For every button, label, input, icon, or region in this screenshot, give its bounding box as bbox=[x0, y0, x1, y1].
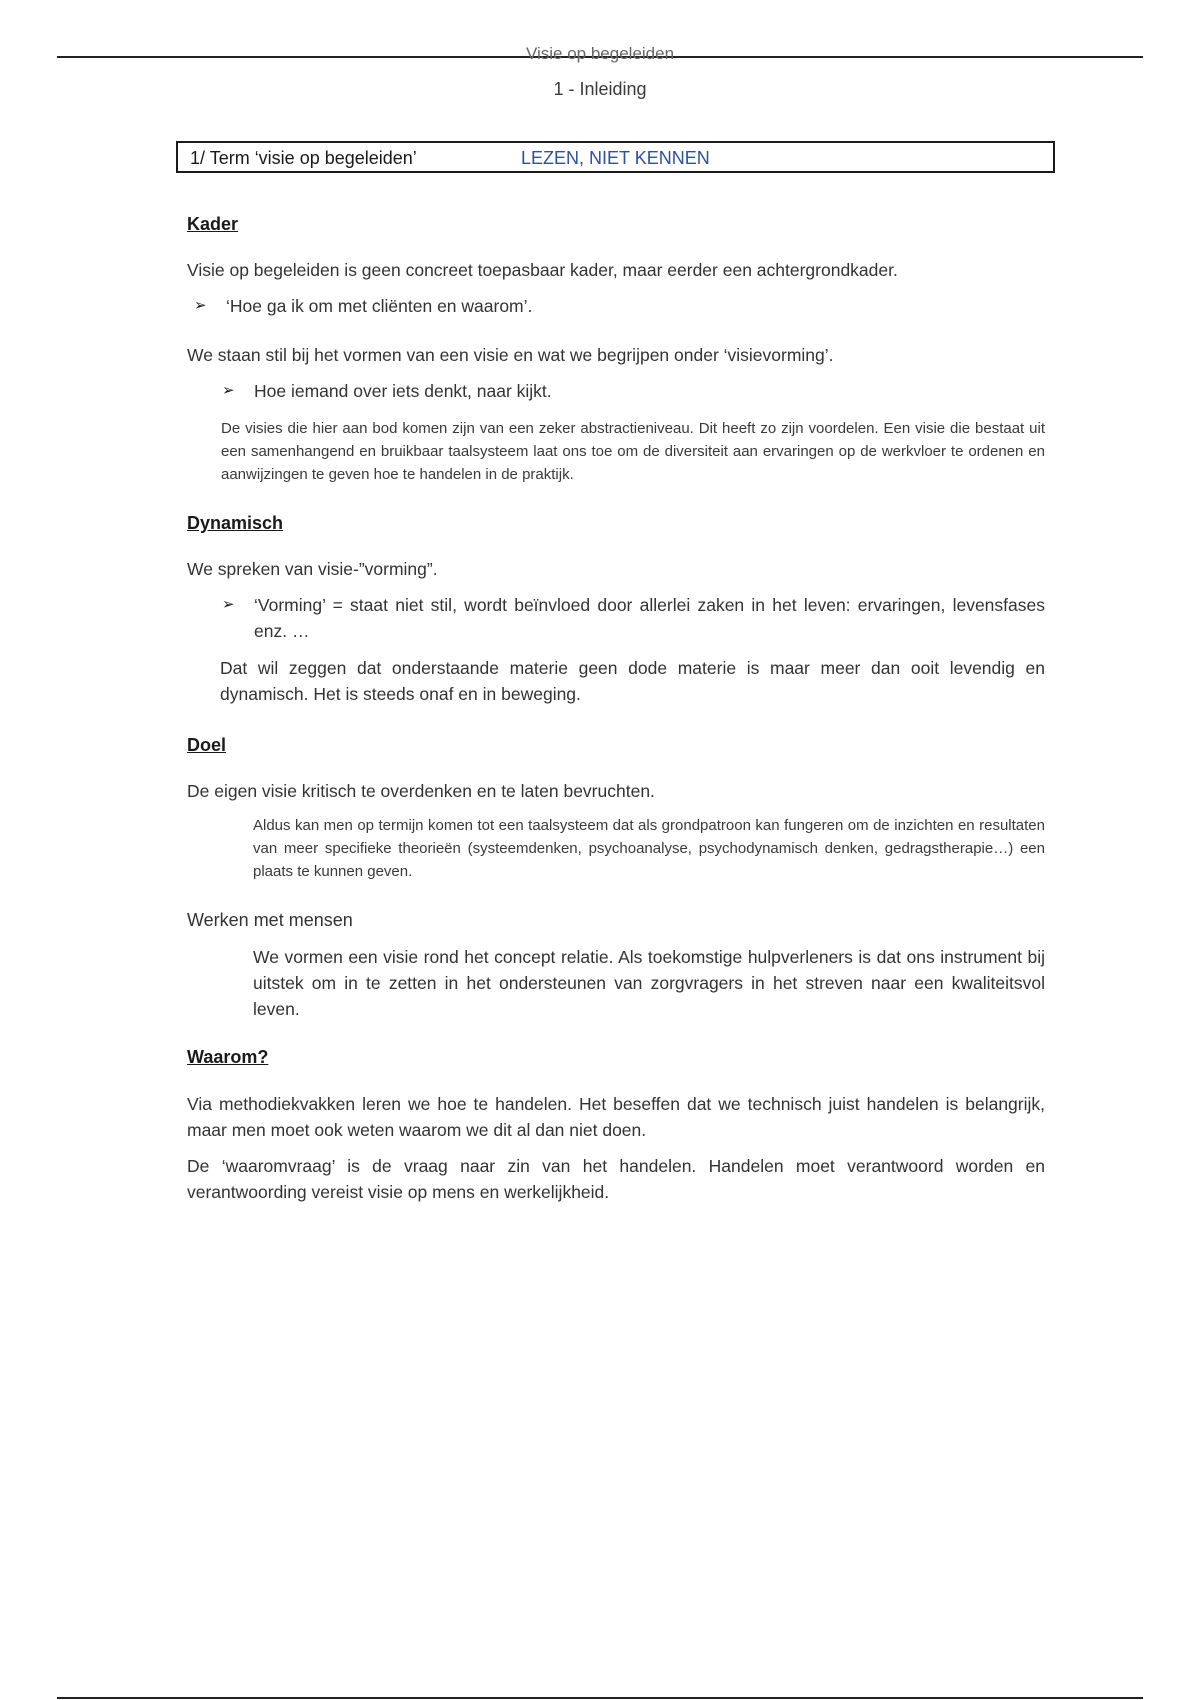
footer-rule bbox=[57, 1697, 1143, 1699]
doel-para: We vormen een visie rond het concept relatie. Als toekomstige hulpverleners is dat ons instrument bij uitstek om in te zetten in het ondersteunen van zorgvragers in het streven naar een kwaliteitsvol leven. bbox=[253, 947, 1045, 1019]
kader-intro: Visie op begeleiden is geen concreet toepasbaar kader, maar eerder een achtergrondkader. bbox=[187, 260, 898, 280]
kader-para: We staan stil bij het vormen van een visie en wat we begrijpen onder ‘visievorming’. bbox=[187, 345, 834, 365]
dynamisch-bullet bbox=[222, 592, 1045, 644]
section-title: 1/ Term ‘visie op begeleiden’ bbox=[190, 148, 417, 168]
dynamisch-intro: We spreken van visie-”vorming”. bbox=[187, 559, 438, 579]
heading-dynamisch: Dynamisch bbox=[187, 513, 284, 533]
doel-detail: Aldus kan men op termijn komen tot een taalsysteem dat als grondpatroon kan fungeren om de inzichten en resultaten van meer specifieke theorieën (systeemdenken, psychoanalyse, psychodynamisch denken, gedragstherapie…) een plaats te kunnen geven. bbox=[253, 817, 1045, 880]
running-title: Visie op begeleiden bbox=[525, 44, 675, 63]
doel-intro: De eigen visie kritisch te overdenken en te laten bevruchten. bbox=[187, 781, 655, 801]
kader-detail: De visies die hier aan bod komen zijn van een zeker abstractieniveau. Dit heeft zo zijn voordelen. Een visie die bestaat uit een samenhangend en bruikbaar taalsysteem laat ons toe om de diversiteit aan ervaringen op de werkvloer te ordenen en aanwijzingen te geven hoe te handelen in de praktijk. bbox=[221, 420, 1045, 483]
waarom-para-1: Via methodiekvakken leren we hoe te handelen. Het beseffen dat we technisch juist handelen is belangrijk, maar men moet ook weten waarom we dit al dan niet doen. bbox=[187, 1094, 1045, 1140]
dynamisch-para: Dat wil zeggen dat onderstaande materie geen dode materie is maar meer dan ooit levendig en dynamisch. Het is steeds onaf en in beweging. bbox=[220, 658, 1045, 704]
section-title-box bbox=[176, 141, 1055, 173]
waarom-para-2: De ‘waaromvraag’ is de vraag naar zin van het handelen. Handelen moet verantwoord worden en verantwoording vereist visie op mens en werkelijkheid. bbox=[187, 1156, 1045, 1202]
heading-kader: Kader bbox=[187, 214, 239, 234]
dynamisch-bullet-text: ‘Vorming’ = staat niet stil, wordt beïnvloed door allerlei zaken in het leven: ervaringen, levensfases enz. … bbox=[254, 595, 1045, 641]
chapter-title: 1 - Inleiding bbox=[553, 79, 647, 99]
heading-waarom: Waarom? bbox=[187, 1047, 269, 1067]
section-note: LEZEN, NIET KENNEN bbox=[521, 148, 710, 168]
arrow-bullet-icon: ➢ bbox=[222, 382, 235, 399]
heading-doel: Doel bbox=[187, 735, 227, 755]
arrow-bullet-icon: ➢ bbox=[222, 596, 235, 613]
arrow-bullet-icon: ➢ bbox=[194, 297, 207, 314]
kader-bullet-text: ‘Hoe ga ik om met cliënten en waarom’. bbox=[226, 296, 533, 316]
kader-bullet-2-text: Hoe iemand over iets denkt, naar kijkt. bbox=[254, 381, 552, 401]
subheading-werken-met-mensen: Werken met mensen bbox=[187, 910, 353, 930]
kader-bullet-2 bbox=[222, 378, 1052, 404]
kader-bullet bbox=[194, 293, 1054, 319]
